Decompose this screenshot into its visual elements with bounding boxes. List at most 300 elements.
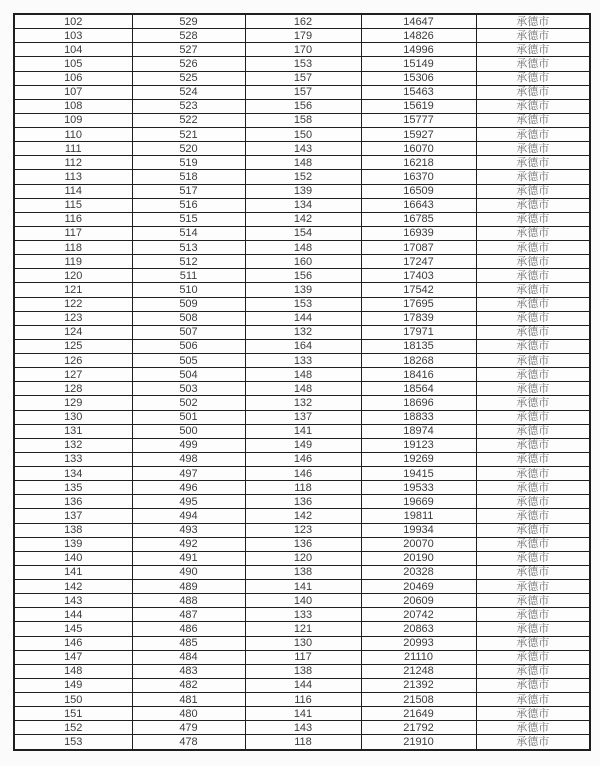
cell-city: 承德市 (476, 255, 590, 269)
cell-score: 503 (132, 382, 245, 396)
cell-rank: 150 (14, 693, 132, 707)
cell-score: 484 (132, 650, 245, 664)
cell-cumulative: 17087 (361, 241, 476, 255)
cell-score: 493 (132, 523, 245, 537)
cell-score: 486 (132, 622, 245, 636)
cell-score: 480 (132, 707, 245, 721)
cell-city: 承德市 (476, 113, 590, 127)
cell-score: 527 (132, 43, 245, 57)
cell-score: 529 (132, 14, 245, 29)
cell-score: 505 (132, 354, 245, 368)
cell-cumulative: 18268 (361, 354, 476, 368)
table-row (14, 354, 590, 368)
cell-rank: 132 (14, 438, 132, 452)
cell-score: 520 (132, 142, 245, 156)
cell-rank: 108 (14, 99, 132, 113)
cell-city: 承德市 (476, 452, 590, 466)
cell-count: 156 (245, 99, 361, 113)
cell-score: 519 (132, 156, 245, 170)
cell-count: 154 (245, 226, 361, 240)
cell-city: 承德市 (476, 382, 590, 396)
cell-rank: 111 (14, 142, 132, 156)
cell-rank: 133 (14, 452, 132, 466)
cell-rank: 119 (14, 255, 132, 269)
table-row (14, 650, 590, 664)
cell-cumulative: 18416 (361, 368, 476, 382)
table-row (14, 636, 590, 650)
cell-rank: 123 (14, 311, 132, 325)
cell-city: 承德市 (476, 735, 590, 750)
cell-score: 500 (132, 424, 245, 438)
cell-rank: 147 (14, 650, 132, 664)
cell-city: 承德市 (476, 622, 590, 636)
table-row (14, 594, 590, 608)
table-row (14, 537, 590, 551)
cell-rank: 104 (14, 43, 132, 57)
table-row (14, 396, 590, 410)
cell-rank: 107 (14, 85, 132, 99)
cell-cumulative: 20609 (361, 594, 476, 608)
cell-city: 承德市 (476, 99, 590, 113)
cell-city: 承德市 (476, 71, 590, 85)
cell-cumulative: 20863 (361, 622, 476, 636)
cell-score: 492 (132, 537, 245, 551)
table-row (14, 170, 590, 184)
cell-cumulative: 15619 (361, 99, 476, 113)
cell-rank: 124 (14, 325, 132, 339)
table-row (14, 580, 590, 594)
cell-count: 117 (245, 650, 361, 664)
cell-cumulative: 16370 (361, 170, 476, 184)
cell-score: 517 (132, 184, 245, 198)
cell-count: 143 (245, 142, 361, 156)
cell-count: 133 (245, 354, 361, 368)
cell-count: 138 (245, 664, 361, 678)
table-row (14, 255, 590, 269)
table-row (14, 14, 590, 29)
cell-cumulative: 20070 (361, 537, 476, 551)
cell-cumulative: 16785 (361, 212, 476, 226)
cell-count: 130 (245, 636, 361, 650)
cell-count: 149 (245, 438, 361, 452)
table-row (14, 283, 590, 297)
cell-score: 496 (132, 481, 245, 495)
table-row (14, 735, 590, 750)
table-row (14, 693, 590, 707)
cell-cumulative: 21392 (361, 678, 476, 692)
cell-cumulative: 18696 (361, 396, 476, 410)
cell-rank: 125 (14, 339, 132, 353)
cell-cumulative: 21649 (361, 707, 476, 721)
cell-count: 158 (245, 113, 361, 127)
cell-city: 承德市 (476, 481, 590, 495)
cell-city: 承德市 (476, 57, 590, 71)
table-row (14, 339, 590, 353)
cell-city: 承德市 (476, 85, 590, 99)
cell-rank: 129 (14, 396, 132, 410)
table-row (14, 509, 590, 523)
cell-rank: 103 (14, 29, 132, 43)
cell-city: 承德市 (476, 212, 590, 226)
cell-cumulative: 17695 (361, 297, 476, 311)
cell-cumulative: 17542 (361, 283, 476, 297)
cell-score: 512 (132, 255, 245, 269)
table-row (14, 128, 590, 142)
cell-score: 513 (132, 241, 245, 255)
cell-city: 承德市 (476, 43, 590, 57)
cell-rank: 112 (14, 156, 132, 170)
table-row (14, 481, 590, 495)
cell-rank: 117 (14, 226, 132, 240)
cell-rank: 145 (14, 622, 132, 636)
cell-count: 160 (245, 255, 361, 269)
cell-score: 481 (132, 693, 245, 707)
cell-score: 524 (132, 85, 245, 99)
cell-city: 承德市 (476, 142, 590, 156)
cell-cumulative: 15463 (361, 85, 476, 99)
cell-score: 483 (132, 664, 245, 678)
cell-cumulative: 20993 (361, 636, 476, 650)
cell-rank: 109 (14, 113, 132, 127)
cell-city: 承德市 (476, 678, 590, 692)
cell-city: 承德市 (476, 283, 590, 297)
table-row (14, 495, 590, 509)
cell-count: 156 (245, 269, 361, 283)
cell-score: 507 (132, 325, 245, 339)
cell-score: 478 (132, 735, 245, 750)
cell-score: 526 (132, 57, 245, 71)
cell-city: 承德市 (476, 29, 590, 43)
cell-count: 118 (245, 481, 361, 495)
cell-score: 489 (132, 580, 245, 594)
table-row (14, 707, 590, 721)
table-row (14, 368, 590, 382)
table-row (14, 43, 590, 57)
cell-rank: 139 (14, 537, 132, 551)
table-row (14, 452, 590, 466)
table-row (14, 269, 590, 283)
table-row (14, 664, 590, 678)
cell-count: 170 (245, 43, 361, 57)
cell-count: 142 (245, 509, 361, 523)
table-row (14, 410, 590, 424)
cell-city: 承德市 (476, 707, 590, 721)
cell-score: 516 (132, 198, 245, 212)
cell-cumulative: 16939 (361, 226, 476, 240)
cell-count: 118 (245, 735, 361, 750)
cell-rank: 131 (14, 424, 132, 438)
cell-score: 497 (132, 467, 245, 481)
cell-score: 515 (132, 212, 245, 226)
cell-city: 承德市 (476, 410, 590, 424)
cell-count: 157 (245, 85, 361, 99)
table-row (14, 608, 590, 622)
cell-cumulative: 14826 (361, 29, 476, 43)
table-row (14, 551, 590, 565)
cell-count: 141 (245, 580, 361, 594)
cell-cumulative: 15777 (361, 113, 476, 127)
cell-city: 承德市 (476, 297, 590, 311)
cell-count: 157 (245, 71, 361, 85)
cell-rank: 142 (14, 580, 132, 594)
cell-score: 506 (132, 339, 245, 353)
cell-cumulative: 20469 (361, 580, 476, 594)
cell-score: 501 (132, 410, 245, 424)
cell-cumulative: 16070 (361, 142, 476, 156)
cell-city: 承德市 (476, 241, 590, 255)
cell-rank: 152 (14, 721, 132, 735)
cell-cumulative: 18833 (361, 410, 476, 424)
cell-score: 495 (132, 495, 245, 509)
cell-cumulative: 15306 (361, 71, 476, 85)
cell-count: 132 (245, 396, 361, 410)
cell-city: 承德市 (476, 198, 590, 212)
cell-city: 承德市 (476, 721, 590, 735)
cell-count: 152 (245, 170, 361, 184)
cell-count: 150 (245, 128, 361, 142)
cell-score: 508 (132, 311, 245, 325)
cell-cumulative: 21508 (361, 693, 476, 707)
cell-score: 482 (132, 678, 245, 692)
cell-city: 承德市 (476, 339, 590, 353)
cell-rank: 149 (14, 678, 132, 692)
cell-cumulative: 21110 (361, 650, 476, 664)
table-row (14, 622, 590, 636)
cell-city: 承德市 (476, 184, 590, 198)
cell-count: 146 (245, 452, 361, 466)
cell-rank: 106 (14, 71, 132, 85)
cell-rank: 102 (14, 14, 132, 29)
cell-city: 承德市 (476, 396, 590, 410)
cell-cumulative: 16509 (361, 184, 476, 198)
cell-cumulative: 20742 (361, 608, 476, 622)
cell-cumulative: 17971 (361, 325, 476, 339)
cell-score: 504 (132, 368, 245, 382)
cell-cumulative: 17403 (361, 269, 476, 283)
cell-city: 承德市 (476, 354, 590, 368)
table-row (14, 721, 590, 735)
cell-count: 136 (245, 495, 361, 509)
cell-city: 承德市 (476, 594, 590, 608)
cell-rank: 134 (14, 467, 132, 481)
cell-count: 142 (245, 212, 361, 226)
cell-cumulative: 15149 (361, 57, 476, 71)
table-row (14, 678, 590, 692)
cell-city: 承德市 (476, 14, 590, 29)
cell-count: 141 (245, 707, 361, 721)
cell-cumulative: 21248 (361, 664, 476, 678)
table-row (14, 467, 590, 481)
cell-cumulative: 19934 (361, 523, 476, 537)
cell-rank: 122 (14, 297, 132, 311)
cell-count: 116 (245, 693, 361, 707)
cell-score: 523 (132, 99, 245, 113)
cell-cumulative: 19811 (361, 509, 476, 523)
table-row (14, 29, 590, 43)
cell-count: 123 (245, 523, 361, 537)
table-row (14, 565, 590, 579)
table-row (14, 198, 590, 212)
table-row (14, 438, 590, 452)
cell-cumulative: 18564 (361, 382, 476, 396)
cell-score: 514 (132, 226, 245, 240)
table-row (14, 113, 590, 127)
cell-rank: 146 (14, 636, 132, 650)
cell-count: 162 (245, 14, 361, 29)
cell-city: 承德市 (476, 650, 590, 664)
cell-city: 承德市 (476, 608, 590, 622)
cell-rank: 141 (14, 565, 132, 579)
cell-score: 487 (132, 608, 245, 622)
cell-city: 承德市 (476, 156, 590, 170)
cell-rank: 110 (14, 128, 132, 142)
cell-count: 144 (245, 311, 361, 325)
cell-score: 494 (132, 509, 245, 523)
cell-score: 488 (132, 594, 245, 608)
cell-city: 承德市 (476, 495, 590, 509)
table-row (14, 241, 590, 255)
table-row (14, 156, 590, 170)
cell-cumulative: 14996 (361, 43, 476, 57)
cell-city: 承德市 (476, 170, 590, 184)
cell-cumulative: 17839 (361, 311, 476, 325)
cell-count: 164 (245, 339, 361, 353)
cell-city: 承德市 (476, 664, 590, 678)
cell-count: 134 (245, 198, 361, 212)
cell-rank: 114 (14, 184, 132, 198)
cell-rank: 118 (14, 241, 132, 255)
cell-cumulative: 16643 (361, 198, 476, 212)
cell-rank: 153 (14, 735, 132, 750)
table-row (14, 523, 590, 537)
cell-count: 136 (245, 537, 361, 551)
cell-count: 133 (245, 608, 361, 622)
cell-count: 139 (245, 184, 361, 198)
table-row (14, 325, 590, 339)
cell-count: 153 (245, 57, 361, 71)
cell-city: 承德市 (476, 636, 590, 650)
cell-count: 141 (245, 424, 361, 438)
cell-cumulative: 21910 (361, 735, 476, 750)
cell-count: 148 (245, 368, 361, 382)
table-row (14, 226, 590, 240)
cell-rank: 105 (14, 57, 132, 71)
cell-score: 499 (132, 438, 245, 452)
cell-rank: 126 (14, 354, 132, 368)
cell-city: 承德市 (476, 226, 590, 240)
cell-cumulative: 21792 (361, 721, 476, 735)
cell-score: 518 (132, 170, 245, 184)
cell-city: 承德市 (476, 128, 590, 142)
cell-rank: 137 (14, 509, 132, 523)
cell-city: 承德市 (476, 693, 590, 707)
cell-count: 146 (245, 467, 361, 481)
cell-rank: 116 (14, 212, 132, 226)
table-row (14, 297, 590, 311)
cell-cumulative: 20190 (361, 551, 476, 565)
cell-count: 179 (245, 29, 361, 43)
cell-count: 148 (245, 156, 361, 170)
cell-city: 承德市 (476, 368, 590, 382)
cell-rank: 140 (14, 551, 132, 565)
cell-rank: 144 (14, 608, 132, 622)
cell-count: 137 (245, 410, 361, 424)
cell-city: 承德市 (476, 537, 590, 551)
cell-rank: 136 (14, 495, 132, 509)
cell-rank: 127 (14, 368, 132, 382)
cell-count: 120 (245, 551, 361, 565)
cell-city: 承德市 (476, 269, 590, 283)
cell-city: 承德市 (476, 509, 590, 523)
table-row (14, 311, 590, 325)
cell-cumulative: 18974 (361, 424, 476, 438)
cell-count: 139 (245, 283, 361, 297)
cell-count: 148 (245, 241, 361, 255)
table-row (14, 424, 590, 438)
cell-score: 479 (132, 721, 245, 735)
cell-city: 承德市 (476, 424, 590, 438)
cell-cumulative: 17247 (361, 255, 476, 269)
cell-rank: 113 (14, 170, 132, 184)
cell-count: 144 (245, 678, 361, 692)
cell-count: 153 (245, 297, 361, 311)
cell-city: 承德市 (476, 438, 590, 452)
cell-score: 498 (132, 452, 245, 466)
cell-score: 522 (132, 113, 245, 127)
cell-cumulative: 15927 (361, 128, 476, 142)
cell-count: 132 (245, 325, 361, 339)
table-row (14, 57, 590, 71)
cell-cumulative: 18135 (361, 339, 476, 353)
cell-rank: 151 (14, 707, 132, 721)
cell-score: 491 (132, 551, 245, 565)
cell-score: 485 (132, 636, 245, 650)
cell-count: 143 (245, 721, 361, 735)
cell-city: 承德市 (476, 523, 590, 537)
cell-city: 承德市 (476, 467, 590, 481)
score-distribution-table (13, 13, 591, 751)
cell-city: 承德市 (476, 551, 590, 565)
cell-score: 510 (132, 283, 245, 297)
cell-cumulative: 16218 (361, 156, 476, 170)
table-row (14, 99, 590, 113)
table-row (14, 382, 590, 396)
cell-cumulative: 19669 (361, 495, 476, 509)
table-row (14, 71, 590, 85)
cell-count: 121 (245, 622, 361, 636)
cell-rank: 121 (14, 283, 132, 297)
table-row (14, 142, 590, 156)
cell-cumulative: 19269 (361, 452, 476, 466)
cell-rank: 135 (14, 481, 132, 495)
cell-rank: 115 (14, 198, 132, 212)
cell-score: 521 (132, 128, 245, 142)
cell-rank: 120 (14, 269, 132, 283)
cell-score: 525 (132, 71, 245, 85)
cell-cumulative: 19123 (361, 438, 476, 452)
cell-count: 140 (245, 594, 361, 608)
cell-score: 528 (132, 29, 245, 43)
cell-rank: 148 (14, 664, 132, 678)
cell-cumulative: 19415 (361, 467, 476, 481)
cell-count: 148 (245, 382, 361, 396)
cell-score: 502 (132, 396, 245, 410)
cell-rank: 130 (14, 410, 132, 424)
cell-score: 511 (132, 269, 245, 283)
cell-rank: 138 (14, 523, 132, 537)
cell-city: 承德市 (476, 565, 590, 579)
cell-score: 509 (132, 297, 245, 311)
